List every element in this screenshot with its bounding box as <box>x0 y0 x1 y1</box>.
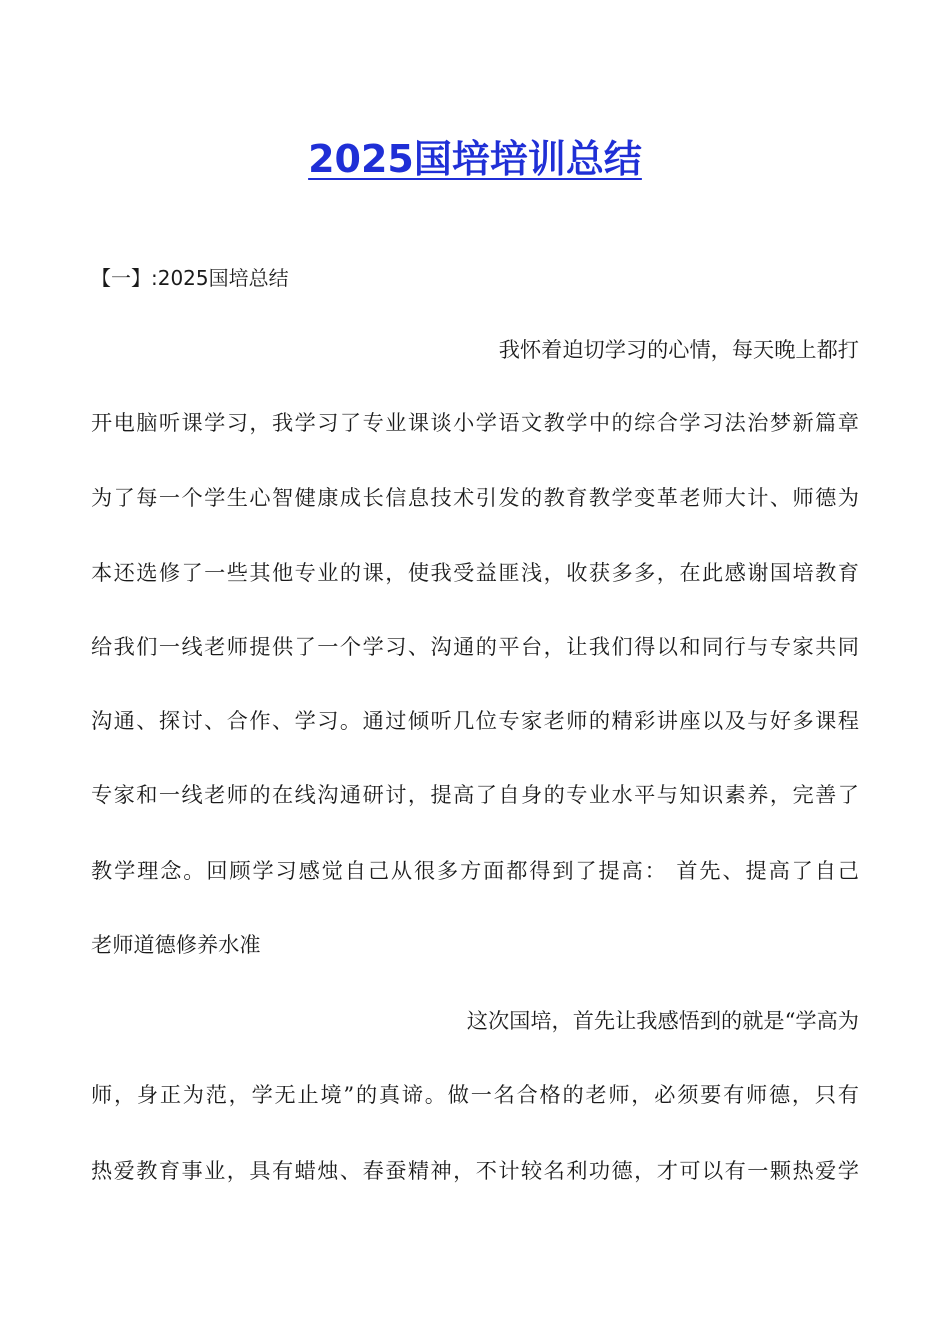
section-heading: 【一】:2025国培总结 <box>91 266 289 290</box>
paragraph-1-line-8: 教学理念。回顾学习感觉自己从很多方面都得到了提高： 首先、提高了自己 <box>91 858 859 883</box>
paragraph-1-line-7: 专家和一线老师的在线沟通研讨，提高了自身的专业水平与知识素养，完善了 <box>91 782 859 807</box>
paragraph-2-line-3: 热爱教育事业，具有蜡烛、春蚕精神，不计较名利功德，才可以有一颗热爱学 <box>91 1158 859 1183</box>
title-container <box>0 128 950 183</box>
paragraph-1-line-3: 为了每一个学生心智健康成长信息技术引发的教育教学变革老师大计、师德为 <box>91 485 859 510</box>
paragraph-1-line-2: 开电脑听课学习，我学习了专业课谈小学语文教学中的综合学习法治梦新篇章 <box>91 410 859 435</box>
paragraph-1-line-1: 我怀着迫切学习的心情，每天晚上都打 <box>498 337 859 362</box>
paragraph-2-line-1: 这次国培，首先让我感悟到的就是“学高为 <box>466 1008 859 1033</box>
paragraph-2-line-2: 师，身正为范，学无止境”的真谛。做一名合格的老师，必须要有师德，只有 <box>91 1082 859 1107</box>
paragraph-1-line-6: 沟通、探讨、合作、学习。通过倾听几位专家老师的精彩讲座以及与好多课程 <box>91 708 859 733</box>
paragraph-1-line-4: 本还选修了一些其他专业的课，使我受益匪浅，收获多多，在此感谢国培教育 <box>91 560 859 585</box>
paragraph-1-line-5: 给我们一线老师提供了一个学习、沟通的平台，让我们得以和同行与专家共同 <box>91 634 859 659</box>
paragraph-1-line-9: 老师道德修养水准 <box>91 932 261 957</box>
document-title-link[interactable]: 2025国培培训总结 <box>308 137 642 181</box>
